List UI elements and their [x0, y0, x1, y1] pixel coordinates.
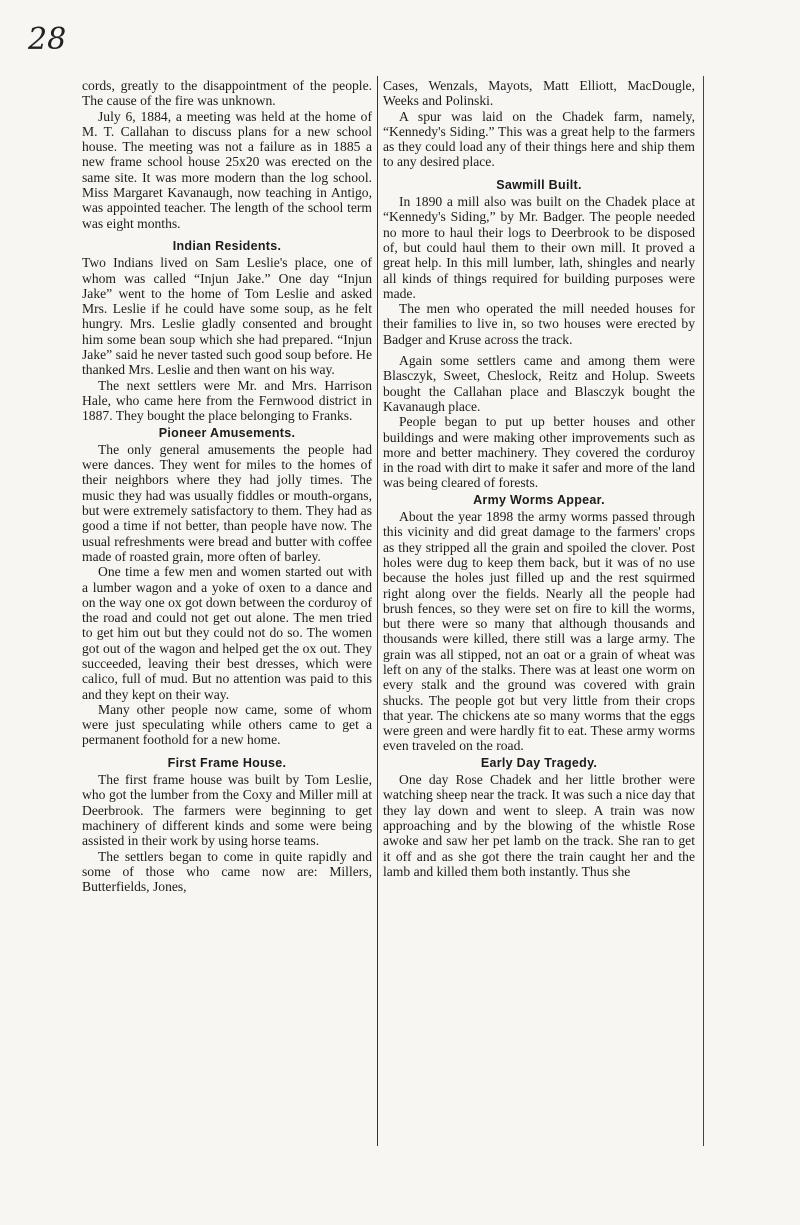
left-column — [82, 78, 372, 894]
paragraph: In 1890 a mill also was built on the Chadek place at “Kennedy's Siding,” by Mr. Badger. The people needed no more to haul their logs to Deerbrook to be disposed of, but could haul them to their own mill. It proved a great help. In this mill lumber, lath, shingles and nearly all kinds of things required for building purposes were made. — [383, 194, 695, 301]
paragraph: One time a few men and women started out with a lumber wagon and a yoke of oxen to a dance and on the way one ox got down between the corduroy of the road and could not get out alone. The men tried to get him out but they could not do so. The women got out of the wagon and helped get the ox out. They succeeded, leaving their best dresses, which were calico, full of mud. But no attention was paid to this and they kept on their way. — [82, 564, 372, 702]
page-number: 28 — [28, 22, 67, 57]
section-heading-sawmill-built: Sawmill Built. — [496, 177, 582, 192]
paragraph: One day Rose Chadek and her little brother were watching sheep near the track. It was such a nice day that they lay down and went to sleep. A train was now approaching and by the blowing of the whistle Rose awoke and saw her pet lamb on the track. She ran to get it off and as she got there the train caught her and the lamb and killed them both instantly. Thus she — [383, 772, 695, 879]
paragraph: About the year 1898 the army worms passed through this vicinity and did great damage to the farmers' crops as they stripped all the grain and spoiled the clover. Post holes were dug to keep them back, but it was of no use because the holes just filled up and the rest squirmed right along over the fields. Nearly all the people had brush fences, so they were set on fire to kill the worms, but there were so many that although thousands and thousands were killed, there still was a large army. The grain was all stipped, not an oat or a grain of wheat was left on any of the stalks. There was at least one worm on every stalk and the ground was covered with grain shucks. The people got but very little from their crops that year. The chickens ate so many worms that the eggs were green and were hardly fit to eat. These army worms even traveled on the road. — [383, 509, 695, 754]
paragraph: Cases, Wenzals, Mayots, Matt Elliott, MacDougle, Weeks and Polinski. — [383, 78, 695, 109]
paragraph: The next settlers were Mr. and Mrs. Harrison Hale, who came here from the Fernwood district in 1887. They bought the place belonging to Franks. — [82, 377, 372, 424]
paragraph: People began to put up better houses and other buildings and were making other improvements such as more and better machinery. They covered the corduroy in the road with dirt to make it safer and more of the land was being cleared of forests. — [383, 414, 695, 491]
section-heading-early-day-tragedy: Early Day Tragedy. — [480, 755, 598, 770]
section-heading-indian-residents: Indian Residents. — [172, 238, 282, 253]
paragraph: The settlers began to come in quite rapidly and some of those who came now are: Millers, Butterfields, Jones, — [82, 848, 372, 895]
paragraph: Two Indians lived on Sam Leslie's place, one of whom was called “Injun Jake.” One day “Injun Jake” went to the home of Tom Leslie and asked Mrs. Leslie if he could have some soup, as he felt hungry. Mrs. Leslie gladly consented and brought him some bean soup which she had prepared. “Injun Jake” said he never tasted such good soup before. He thanked Mrs. Leslie and then want on his way. — [82, 255, 372, 378]
paragraph: The men who operated the mill needed houses for their families to live in, so two houses were erected by Badger and Kruse across the track. — [383, 301, 695, 347]
paragraph: July 6, 1884, a meeting was held at the home of M. T. Callahan to discuss plans for a new school house. The meeting was not a failure as in 1885 a new frame school house 25x20 was erected on the same site. It was more modern than the log school. Miss Margaret Kavanaugh, now teaching in Antigo, was appointed teacher. The length of the school term was eight months. — [82, 108, 372, 231]
column-divider — [377, 76, 378, 1146]
paragraph: The first frame house was built by Tom Leslie, who got the lumber from the Coxy and Miller mill at Deerbrook. The farmers were beginning to get machinery of different kinds and some were being assisted in their work by using horse teams. — [82, 772, 372, 849]
right-column — [383, 78, 695, 879]
paragraph: The only general amusements the people had were dances. They went for miles to the homes of their neighbors where they had jolly times. The music they had was usually fiddles or mouth-organs, but were extremely satisfactory to them. They had as good a time if not better, than people have now. The usual refreshments were bread and butter with coffee made of roasted grain, more often of barley. — [82, 441, 372, 564]
section-heading-first-frame-house: First Frame House. — [167, 755, 287, 770]
page-edge-rule — [703, 76, 704, 1146]
paragraph: Many other people now came, some of whom were just speculating while others came to get a permanent foothold for a new home. — [82, 701, 372, 748]
section-heading-pioneer-amusements: Pioneer Amusements. — [158, 425, 296, 440]
paragraph: A spur was laid on the Chadek farm, namely, “Kennedy's Siding.” This was a great help to the farmers as they could load any of their things here and ship them to any desired place. — [383, 108, 695, 170]
paragraph: cords, greatly to the disappointment of the people. The cause of the fire was unknown. — [82, 78, 372, 109]
paragraph: Again some settlers came and among them were Blasczyk, Sweet, Cheslock, Reitz and Holup. Sweets bought the Callahan place and Blasczyk bought the Kavanaugh place. — [383, 353, 695, 414]
section-heading-army-worms-appear: Army Worms Appear. — [473, 492, 605, 507]
